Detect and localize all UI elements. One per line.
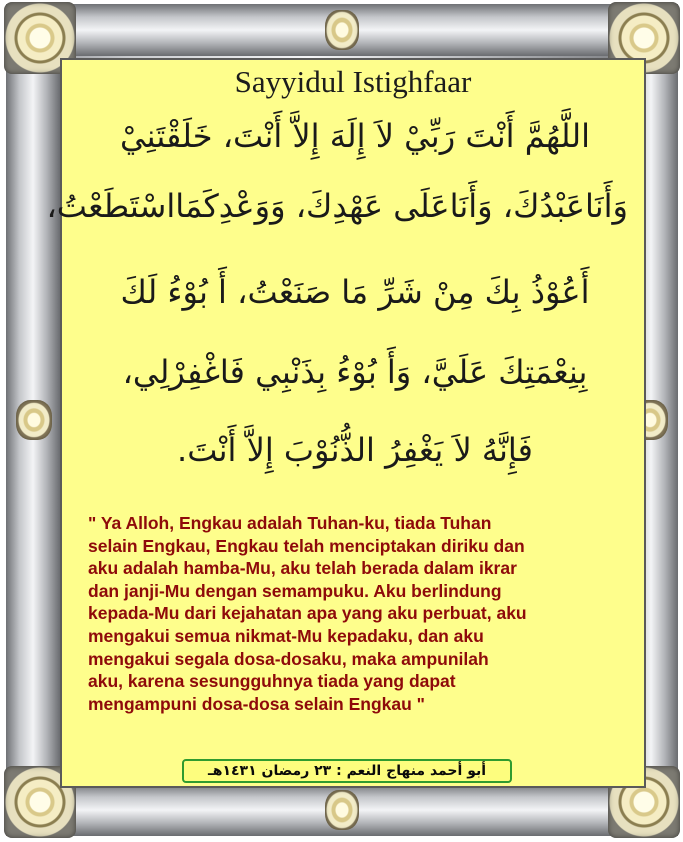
translation-line: mengakui segala dosa-dosaku, maka ampunilah (88, 648, 489, 669)
arabic-line: فَإِنَّهُ لاَ يَغْفِرُ الذُّنُوْبَ إِلاَّ أَنْتَ. (177, 431, 533, 469)
translation-line: aku, karena sesungguhnya tiada yang dapat (88, 671, 456, 692)
content-panel (46, 58, 646, 788)
translation-line: " Ya Alloh, Engkau adalah Tuhan-ku, tiada Tuhan (88, 513, 492, 533)
translation-line: dan janji-Mu dengan semampuku. Aku berlindung (88, 580, 502, 601)
frame-ornament-icon (325, 10, 359, 50)
frame-ornament-icon (325, 790, 359, 830)
translation-line: kepada-Mu dari kejahatan apa yang aku perbuat, aku (88, 603, 527, 624)
translation-line: aku adalah hamba-Mu, aku telah berada dalam ikrar (88, 558, 517, 579)
translation-text (88, 512, 618, 715)
arabic-line: وَأَنَاعَبْدُكَ، وَأَنَاعَلَى عَهْدِكَ، وَوَعْدِكَمَااسْتَطَعْتُ، (46, 187, 628, 225)
decorative-frame (6, 4, 678, 836)
translation-line: mengampuni dosa-dosa selain Engkau " (88, 693, 425, 714)
page-title: Sayyidul Istighfaar (234, 64, 472, 99)
translation-line: mengakui semua nikmat-Mu kepadaku, dan aku (88, 625, 484, 646)
frame-ornament-icon (16, 400, 52, 440)
arabic-line: أَعُوْذُ بِكَ مِنْ شَرِّ مَا صَنَعْتُ، أَ بُوْءُ لَكَ (120, 273, 590, 311)
arabic-line: اللَّهُمَّ أَنْتَ رَبِّيْ لاَ إِلَهَ إِلاَّ أَنْتَ، خَلَقْتَنِيْ (119, 117, 590, 155)
translation-line: selain Engkau, Engkau telah menciptakan diriku dan (88, 535, 525, 556)
author-signature: أبو أحمد منهاج النعم : ٢٣ رمضان ١٤٣١هـ (182, 759, 512, 783)
arabic-line: بِنِعْمَتِكَ عَلَيَّ، وَأَ بُوْءُ بِذَنْبِي فَاغْفِرْلِي، (122, 353, 588, 391)
